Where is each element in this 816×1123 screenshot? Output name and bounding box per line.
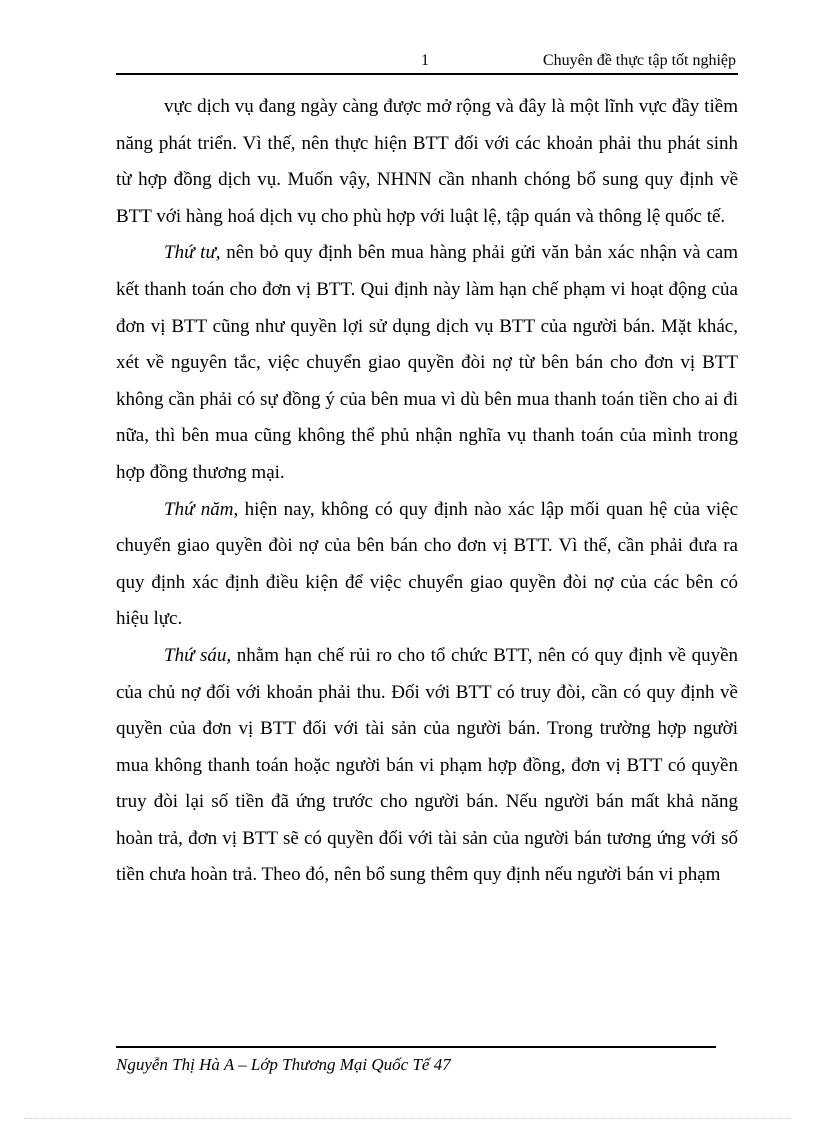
paragraph-4-lead: Thứ sáu, (164, 644, 232, 666)
page-footer: Nguyễn Thị Hà A – Lớp Thương Mại Quốc Tế 47 (116, 1055, 451, 1074)
page-bottom-edge (24, 1118, 792, 1119)
paragraph-3 (116, 492, 738, 638)
footer-divider (116, 1046, 716, 1048)
paragraph-2-lead: Thứ tư, (164, 242, 221, 264)
paragraph-3-lead: Thứ năm, (164, 498, 239, 520)
paragraph-1 (116, 89, 738, 235)
main-text (116, 89, 738, 894)
header-divider (116, 73, 738, 75)
paragraph-2 (116, 235, 738, 491)
paragraph-2-text: nên bỏ quy định bên mua hàng phải gửi văn bản xác nhận và cam kết thanh toán cho đơn vị BTT. Qui định này làm hạn chế phạm vi hoạt động của đơn vị BTT cũng như quyền lợi sử dụng dịch vụ BTT của người bán. Mặt khác, xét về nguyên tắc, việc chuyển giao quyền đòi nợ từ bên bán cho đơn vị BTT không cần phải có sự đồng ý của bên mua vì dù bên mua thanh toán tiền cho ai đi nữa, thì bên mua cũng không thể phủ nhận nghĩa vụ thanh toán của mình trong hợp đồng thương mại. (116, 242, 738, 483)
page-number: 1 (421, 52, 429, 69)
page-header (116, 50, 738, 72)
paragraph-3-text: hiện nay, không có quy định nào xác lập mối quan hệ của việc chuyển giao quyền đòi nợ của bên bán cho đơn vị BTT. Vì thế, cần phải đưa ra quy định xác định điều kiện để việc chuyển giao quyền đòi nợ của các bên có hiệu lực. (116, 498, 738, 630)
paragraph-4-text: nhằm hạn chế rủi ro cho tổ chức BTT, nên có quy định về quyền của chủ nợ đối với khoản phải thu. Đối với BTT có truy đòi, cần có quy định về quyền của đơn vị BTT đối với tài sản của người bán. Trong trường hợp người mua không thanh toán hoặc người bán vi phạm hợp đồng, đơn vị BTT có quyền truy đòi lại số tiền đã ứng trước cho người bán. Nếu người bán mất khả năng hoàn trả, đơn vị BTT sẽ có quyền đối với tài sản của người bán tương ứng với số tiền chưa hoàn trả. Theo đó, nên bổ sung thêm quy định nếu người bán vi phạm (116, 644, 739, 886)
document-title: Chuyên đề thực tập tốt nghiệp (542, 52, 736, 69)
paragraph-1-text: vực dịch vụ đang ngày càng được mở rộng và đây là một lĩnh vực đầy tiềm năng phát triển. Vì thế, nên thực hiện BTT đối với các khoản phải thu phát sinh từ hợp đồng dịch vụ. Muốn vậy, NHNN cần nhanh chóng bổ sung quy định về BTT với hàng hoá dịch vụ cho phù hợp với luật lệ, tập quán và thông lệ quốc tế. (116, 96, 738, 227)
paragraph-4 (116, 638, 738, 894)
